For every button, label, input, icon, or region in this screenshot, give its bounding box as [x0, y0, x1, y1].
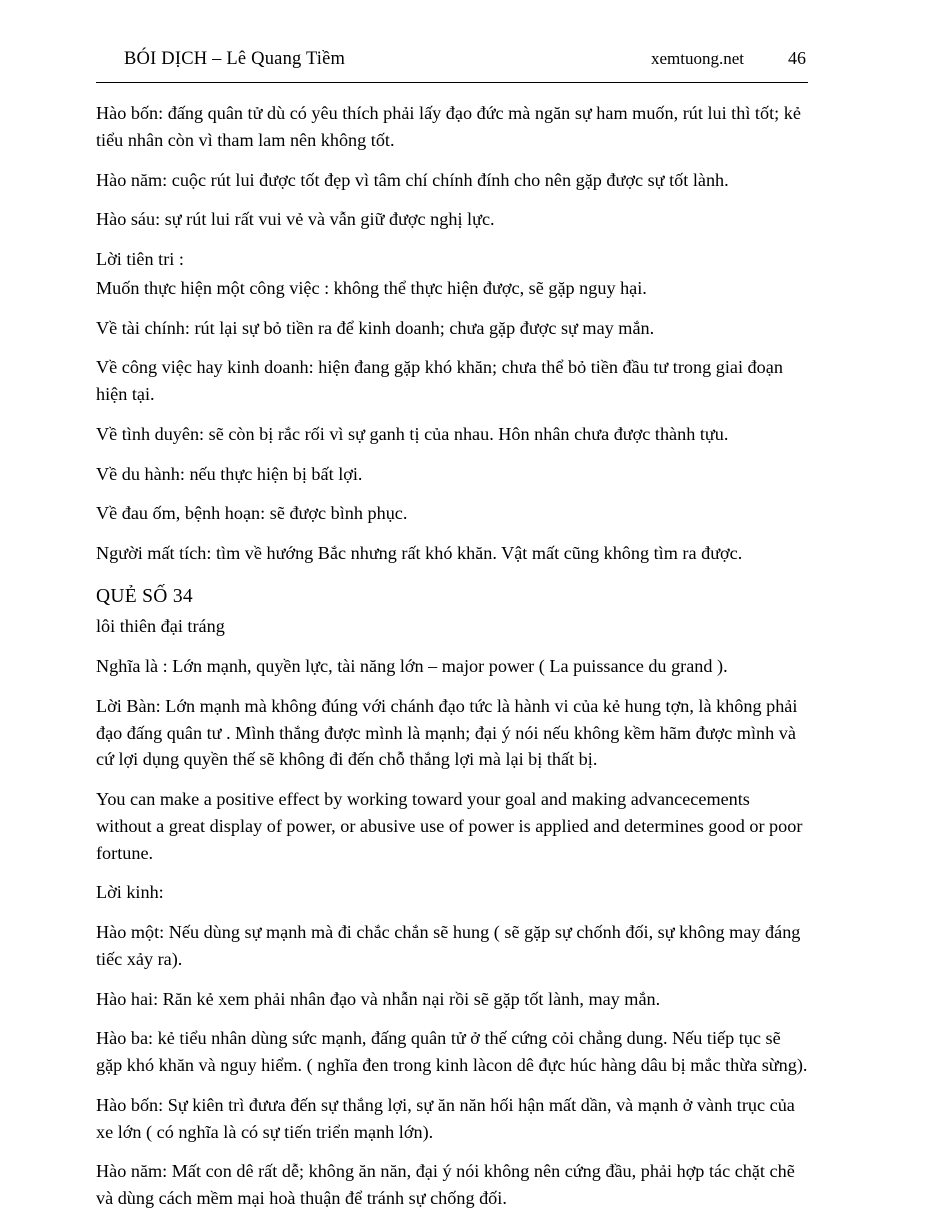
page-header — [96, 48, 808, 70]
section-title: QUẺ SỐ 34 — [96, 585, 193, 607]
book-title: BÓI DỊCH – Lê Quang Tiềm — [124, 49, 346, 69]
header-right-group — [651, 48, 806, 69]
paragraph-english: You can make a positive effect by working toward your goal and making advancecements without a great display of power, or abusive use of power is applied and determines good or poor fortune. — [96, 789, 803, 863]
header-divider — [96, 82, 808, 83]
body-text — [96, 100, 808, 1210]
paragraph: Hào năm: cuộc rút lui được tốt đẹp vì tâm chí chính đính cho nên gặp được sự tốt lành. — [96, 169, 729, 190]
paragraph: Hào bốn: Sự kiên trì đưưa đến sự thắng lợi, sự ăn năn hối hận mất dần, và mạnh ở vành trục của xe lớn ( có nghĩa là có sự tiến triển mạnh lớn). — [96, 1094, 795, 1142]
paragraph-label-scripture: Lời kinh: — [96, 882, 164, 903]
website-label: xemtuong.net — [650, 49, 744, 68]
paragraph: Về tình duyên: sẽ còn bị rắc rối vì sự ganh tị của nhau. Hôn nhân chưa được thành tựu. — [96, 423, 729, 444]
paragraph: Về đau ốm, bệnh hoạn: sẽ được bình phục. — [96, 503, 408, 524]
paragraph: Hào ba: kẻ tiểu nhân dùng sức mạnh, đấng quân tử ở thế cứng cỏi chẳng dung. Nếu tiếp tục sẽ gặp khó khăn và nguy hiểm. ( nghĩa đen trong kinh làcon dê đực húc hàng dâu bị mắc thừa sừng). — [96, 1028, 808, 1076]
paragraph: Hào bốn: đấng quân tử dù có yêu thích phải lấy đạo đức mà ngăn sự ham muốn, rút lui thì tốt; kẻ tiểu nhân còn vì tham lam nên không tốt. — [96, 103, 801, 150]
paragraph: Người mất tích: tìm về hướng Bắc nhưng rất khó khăn. Vật mất cũng không tìm ra được. — [96, 543, 743, 563]
section-subtitle: lôi thiên đại tráng — [96, 616, 225, 637]
page-content — [96, 48, 808, 1210]
paragraph: Hào một: Nếu dùng sự mạnh mà đi chắc chắn sẽ hung ( sẽ gặp sự chốnh đối, sự không may đáng tiếc xảy ra). — [96, 922, 801, 969]
paragraph: Muốn thực hiện một công việc : không thể thực hiện được, sẽ gặp nguy hại. — [96, 277, 647, 298]
paragraph: Hào năm: Mất con dê rất dễ; không ăn năn, đại ý nói không nên cứng đầu, phải hợp tác chặt chẽ và dùng cách mềm mại hoà thuận để tránh sự chống đối. — [96, 1161, 795, 1209]
paragraph-label-prediction: Lời tiên tri : — [96, 249, 184, 269]
page-number: 46 — [788, 48, 806, 68]
paragraph: Hào hai: Răn kẻ xem phải nhân đạo và nhẫn nại rồi sẽ gặp tốt lành, may mắn. — [96, 988, 661, 1009]
paragraph: Về công việc hay kinh doanh: hiện đang gặp khó khăn; chưa thể bỏ tiền đầu tư trong giai đoạn hiện tại. — [96, 357, 783, 404]
paragraph: Về tài chính: rút lại sự bỏ tiền ra để kinh doanh; chưa gặp được sự may mắn. — [96, 317, 655, 338]
paragraph: Về du hành: nếu thực hiện bị bất lợi. — [96, 463, 363, 484]
paragraph: Hào sáu: sự rút lui rất vui vẻ và vẫn giữ được nghị lực. — [96, 209, 495, 230]
paragraph: Lời Bàn: Lớn mạnh mà không đúng với chánh đạo tức là hành vi của kẻ hung tợn, là không phải đạo đấng quân tư . Mình thắng được mình là mạnh; đại ý nói nếu không kềm hãm được mình và cứ lợi dụng quyền thế sẽ không đi đến chỗ thắng lợi mà lại bị thất bị. — [96, 695, 798, 770]
paragraph: Nghĩa là : Lớn mạnh, quyền lực, tài năng lớn – major power ( La puissance du grand ). — [96, 656, 728, 677]
